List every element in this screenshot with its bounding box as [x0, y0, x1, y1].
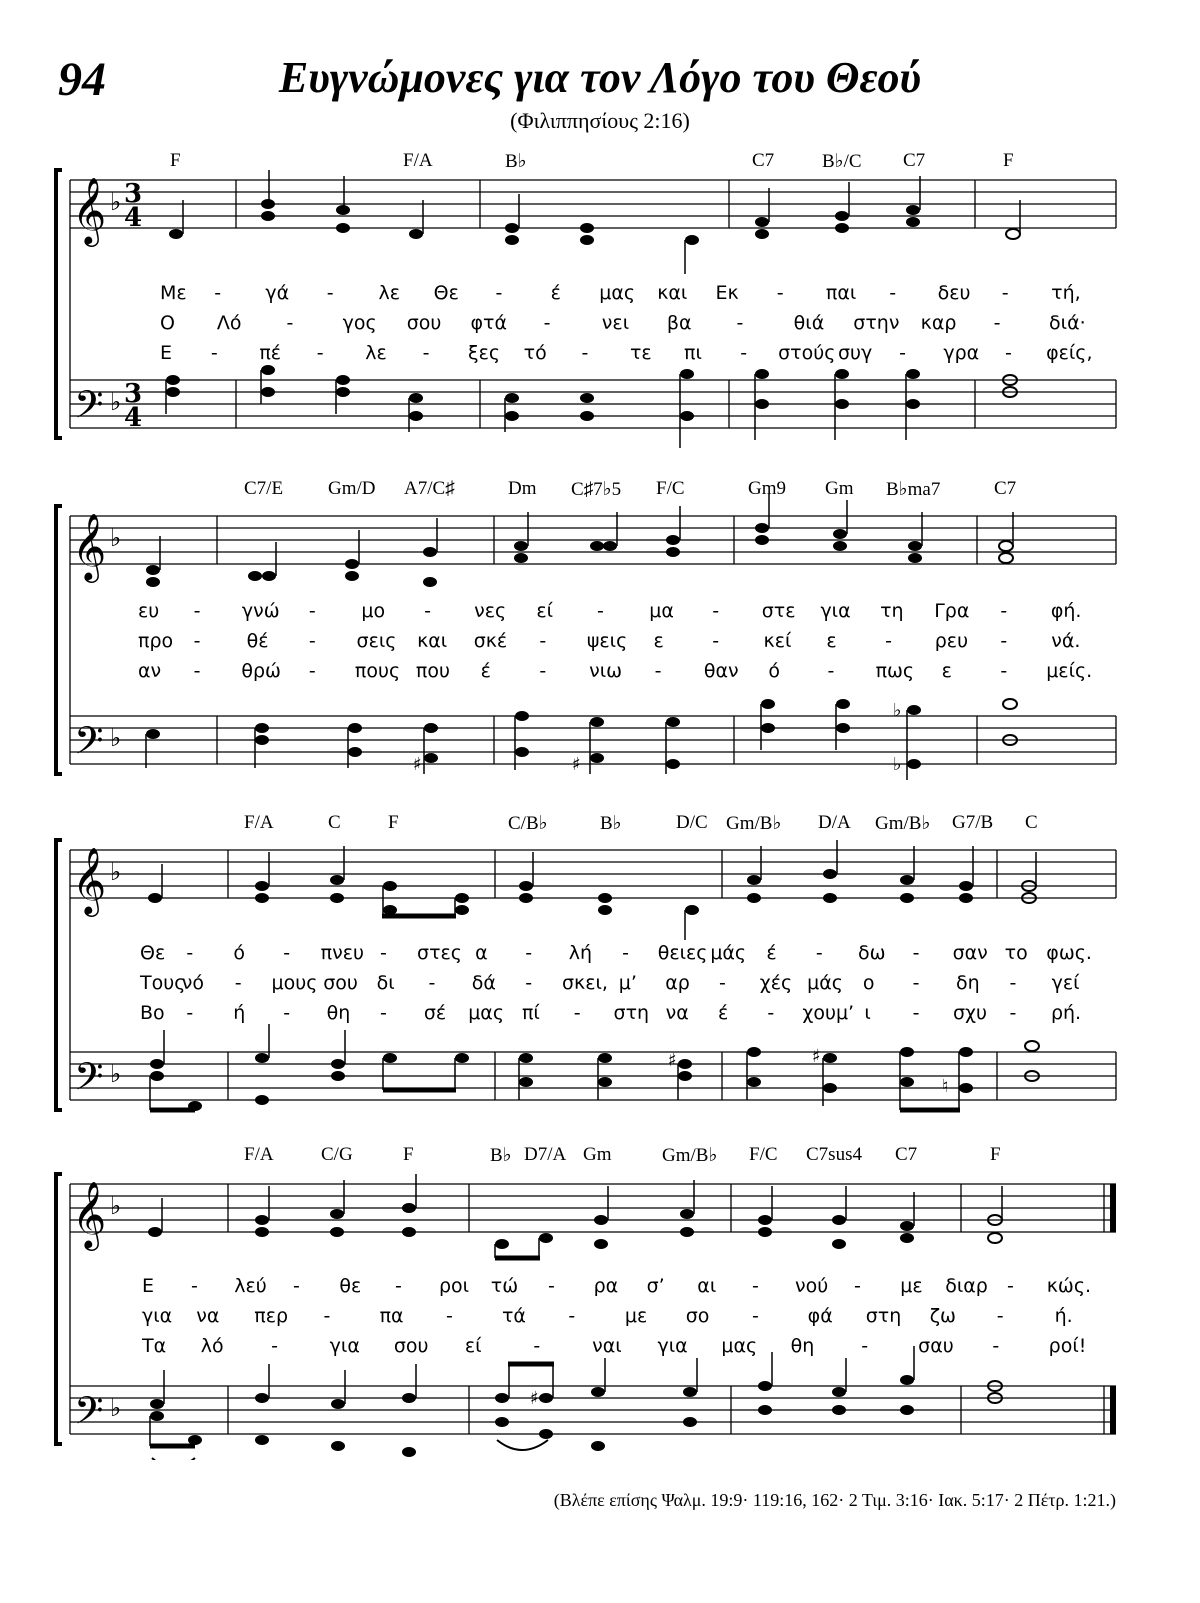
lyric-syllable: ζω [929, 1305, 956, 1327]
lyric-syllable: - [214, 282, 222, 304]
lyric-syllable: τά [501, 1305, 526, 1327]
lyric-syllable: ι [864, 1002, 871, 1024]
lyric-syllable: να [665, 1002, 689, 1024]
lyric-syllable: ξες [468, 342, 501, 364]
lyric-syllable: σκέ [473, 630, 508, 652]
lyric-syllable: - [912, 972, 920, 994]
chord: F [170, 150, 181, 171]
lyric-syllable: Βο [140, 1002, 165, 1024]
lyric-syllable: καρ [920, 312, 957, 334]
lyric-syllable: θρώ [241, 660, 281, 682]
svg-text:♮: ♮ [942, 1076, 949, 1097]
lyric-syllable: ροί! [1048, 1335, 1087, 1357]
lyric-syllable: πως [875, 660, 915, 682]
lyric-syllable: - [186, 1002, 194, 1024]
lyric-syllable: - [543, 312, 551, 334]
lyric-syllable: δά [471, 972, 496, 994]
lyric-syllable: ε [653, 630, 664, 652]
lyric-syllable: - [736, 312, 744, 334]
lyric-syllable: μους [271, 972, 318, 994]
lyric-syllable: - [234, 972, 242, 994]
lyric-syllable: α [475, 942, 488, 964]
chord: C♯7♭5 [571, 479, 622, 500]
lyric-syllable: νιω [589, 660, 623, 682]
lyric-syllable: - [622, 942, 630, 964]
chord: F/C [749, 1144, 778, 1165]
svg-text:♯: ♯ [668, 1050, 677, 1071]
lyric-syllable: τή, [1051, 282, 1081, 304]
lyric-syllable: σου [393, 1335, 429, 1357]
lyric-syllable: αι [697, 1275, 717, 1297]
svg-text:3: 3 [124, 179, 143, 209]
lyric-syllable: - [193, 660, 201, 682]
chord: C7 [994, 478, 1017, 499]
lyric-syllable: μας [721, 1335, 758, 1357]
lyric-syllable: θη [790, 1335, 815, 1357]
lyric-syllable: πνευ [320, 942, 365, 964]
chord: F/C [656, 478, 685, 499]
lyric-syllable: - [899, 342, 906, 364]
lyric-syllable: παι [825, 282, 857, 304]
svg-text:♭: ♭ [110, 188, 122, 216]
lyric-syllable: - [912, 1002, 920, 1024]
lyric-syllable: φή. [1050, 600, 1082, 622]
lyric-syllable: - [853, 1275, 861, 1297]
chord: B♭ [505, 151, 527, 172]
lyric-syllable: - [308, 600, 316, 622]
lyric-syllable: μάς [807, 972, 843, 994]
svg-text:𝄢: 𝄢 [74, 718, 104, 772]
song-number: 94 [58, 53, 106, 106]
lyric-syllable: - [1004, 342, 1012, 364]
lyric-syllable: ψεις [586, 630, 628, 652]
svg-text:♯: ♯ [572, 754, 581, 775]
svg-text:♭: ♭ [110, 524, 122, 552]
lyric-syllable: λε [365, 342, 387, 364]
lyric-syllable: τώ [490, 1275, 519, 1297]
lyric-syllable: νες [474, 600, 507, 622]
lyric-syllable: Γρα [934, 600, 970, 622]
lyric-syllable: - [654, 660, 662, 682]
lyric-syllable: - [547, 1275, 555, 1297]
lyric-syllable: σεις [356, 630, 397, 652]
lyric-syllable: Τους [140, 972, 186, 994]
lyric-syllable: - [445, 1305, 453, 1327]
lyric-syllable: συγ [837, 342, 873, 364]
lyric-syllable: γά [265, 282, 290, 304]
lyric-syllable: πί [521, 1002, 540, 1024]
lyric-syllable: φά [807, 1305, 833, 1327]
lyric-syllable: τε [629, 342, 652, 364]
lyric-syllable: κώς. [1046, 1275, 1092, 1297]
lyric-syllable: βα [666, 312, 692, 334]
lyric-syllable: - [1009, 972, 1017, 994]
lyric-syllable: - [573, 1002, 581, 1024]
lyric-syllable: - [271, 1335, 278, 1357]
lyric-syllable: λε [378, 282, 401, 304]
music-staff-system [0, 1140, 1200, 1460]
lyric-syllable: νού [795, 1275, 829, 1297]
lyric-syllable: πέ [259, 342, 282, 364]
lyric-syllable: με [900, 1275, 923, 1297]
lyric-syllable: Θε [433, 282, 459, 304]
lyric-syllable: ή [233, 1002, 246, 1024]
lyric-syllable: - [193, 630, 201, 652]
lyric-syllable: - [308, 630, 316, 652]
lyric-syllable: Θε [140, 942, 166, 964]
chord: C7/E [244, 478, 284, 499]
lyric-syllable: - [422, 342, 430, 364]
lyric-syllable: - [1000, 660, 1008, 682]
lyric-syllable: Ε [142, 1275, 155, 1297]
lyric-syllable: έ [550, 282, 561, 304]
lyric-syllable: - [495, 282, 503, 304]
lyric-syllable: σχυ [952, 1002, 987, 1024]
lyric-syllable: δευ [937, 282, 971, 304]
lyric-syllable: - [776, 282, 784, 304]
chord: Gm [583, 1144, 612, 1165]
svg-text:𝄞: 𝄞 [72, 512, 107, 580]
lyric-syllable: για [657, 1335, 688, 1357]
lyric-syllable: - [186, 942, 194, 964]
svg-text:𝄞: 𝄞 [72, 1180, 107, 1248]
svg-text:𝄢: 𝄢 [74, 1054, 104, 1108]
lyric-syllable: - [428, 972, 436, 994]
chord: B♭ma7 [886, 479, 941, 500]
lyric-syllable: γος [342, 312, 377, 334]
lyric-syllable: εί [464, 1335, 482, 1357]
lyric-syllable: φως. [1046, 942, 1092, 964]
lyric-syllable: - [533, 1335, 541, 1357]
lyric-syllable: θειες [657, 942, 708, 964]
chord: F [403, 1144, 414, 1165]
chord: B♭/C [822, 151, 862, 172]
lyric-syllable: ρα [593, 1275, 619, 1297]
lyric-syllable: Με [160, 282, 187, 304]
lyric-syllable: εί [536, 600, 554, 622]
chord: B♭ [600, 813, 622, 834]
lyric-syllable: στην [853, 312, 900, 334]
lyric-syllable: θέ [246, 630, 269, 652]
lyric-syllable: στούς [778, 342, 836, 364]
lyric-syllable: χές [759, 972, 793, 994]
lyric-syllable: σου [323, 972, 358, 994]
svg-text:♭: ♭ [110, 1060, 122, 1088]
lyric-syllable: - [996, 1305, 1004, 1327]
music-staff-system [0, 470, 1200, 780]
lyric-syllable: - [193, 600, 201, 622]
lyric-syllable: - [308, 660, 316, 682]
lyric-syllable: Εκ [715, 282, 739, 304]
lyric-syllable: - [424, 600, 431, 622]
lyric-syllable: νει [601, 312, 630, 334]
chord: Gm/B♭ [875, 813, 931, 834]
svg-text:4: 4 [124, 403, 143, 433]
chord: Gm/D [328, 478, 376, 499]
chord: F/A [244, 812, 274, 833]
lyric-syllable: - [539, 660, 547, 682]
lyric-syllable: δη [956, 972, 980, 994]
chord: Dm [508, 478, 537, 499]
lyric-syllable: - [1006, 1275, 1014, 1297]
lyric-syllable: - [751, 1275, 759, 1297]
lyric-syllable: ευ [138, 600, 160, 622]
lyric-syllable: - [1000, 600, 1008, 622]
svg-text:♭: ♭ [110, 724, 122, 752]
lyric-syllable: - [767, 1002, 775, 1024]
lyric-syllable: Τα [142, 1335, 167, 1357]
lyric-syllable: - [525, 972, 533, 994]
lyric-syllable: πα [379, 1305, 404, 1327]
lyric-syllable: - [283, 1002, 291, 1024]
chord: G7/B [952, 812, 994, 833]
lyric-syllable: Ε [160, 342, 173, 364]
lyric-syllable: σκει, [561, 972, 608, 994]
svg-text:𝄞: 𝄞 [72, 176, 107, 244]
lyric-syllable: - [827, 660, 835, 682]
lyric-syllable: ε [826, 630, 837, 652]
lyric-syllable: - [190, 1275, 198, 1297]
lyric-syllable: σαν [952, 942, 988, 964]
lyric-syllable: ε [941, 660, 952, 682]
svg-text:♯: ♯ [530, 1388, 539, 1409]
lyric-syllable: ό [233, 942, 245, 964]
chord: C [1025, 812, 1038, 833]
lyric-syllable: - [316, 342, 324, 364]
lyric-syllable: - [1001, 282, 1009, 304]
lyric-syllable: ναι [592, 1335, 622, 1357]
svg-text:♯: ♯ [812, 1046, 821, 1067]
lyric-syllable: περ [254, 1305, 289, 1327]
lyric-syllable: - [380, 942, 387, 964]
lyric-syllable: σαυ [918, 1335, 954, 1357]
lyric-syllable: - [1000, 630, 1008, 652]
lyric-syllable: θιά [793, 312, 825, 334]
lyric-syllable: - [712, 600, 720, 622]
lyric-syllable: τη [880, 600, 904, 622]
song-title: Ευγνώμονες για τον Λόγο του Θεού [278, 53, 922, 102]
svg-text:♭: ♭ [110, 1192, 122, 1220]
lyric-syllable: ο [862, 972, 875, 994]
chord: D7/A [524, 1144, 567, 1165]
lyric-syllable: - [596, 600, 604, 622]
lyric-syllable: - [568, 1305, 576, 1327]
lyric-syllable: - [323, 1305, 331, 1327]
lyric-syllable: λεύ [234, 1275, 267, 1297]
chord: C/B♭ [508, 813, 548, 834]
svg-text:4: 4 [124, 203, 143, 233]
chord: Gm/B♭ [726, 813, 782, 834]
lyric-syllable: έ [480, 660, 491, 682]
lyric-syllable: πι [684, 342, 702, 364]
chord: F [1003, 150, 1014, 171]
lyric-syllable: θαν [703, 660, 739, 682]
chord: C/G [321, 1144, 353, 1165]
lyric-syllable: - [992, 1335, 1000, 1357]
lyric-syllable: ρή. [1050, 1002, 1082, 1024]
lyric-syllable: μας [599, 282, 636, 304]
lyric-syllable: ή. [1054, 1305, 1073, 1327]
lyric-syllable: - [581, 342, 589, 364]
lyric-syllable: - [815, 942, 823, 964]
lyric-syllable: και [417, 630, 448, 652]
chord: F/A [244, 1144, 274, 1165]
lyric-syllable: φτά [470, 312, 507, 334]
lyric-syllable: που [415, 660, 450, 682]
lyric-syllable: γνώ [241, 600, 280, 622]
svg-text:𝄞: 𝄞 [72, 846, 107, 914]
lyric-syllable: - [885, 630, 892, 652]
chord: C7 [903, 150, 926, 171]
lyric-syllable: μείς. [1046, 660, 1093, 682]
lyric-syllable: κεί [763, 630, 792, 652]
lyric-syllable: - [861, 1335, 869, 1357]
lyric-syllable: στη [865, 1305, 902, 1327]
lyric-syllable: για [329, 1335, 360, 1357]
lyric-syllable: διαρ [945, 1275, 988, 1297]
svg-text:𝄢: 𝄢 [74, 382, 104, 436]
lyric-syllable: και [657, 282, 688, 304]
svg-text:♭: ♭ [893, 754, 902, 775]
chord: F/A [403, 150, 433, 171]
lyric-syllable: έ [717, 1002, 729, 1024]
chord: C [328, 812, 341, 833]
chord: C7 [895, 1144, 918, 1165]
lyric-syllable: για [820, 600, 851, 622]
lyric-syllable: - [993, 312, 1001, 334]
svg-text:𝄢: 𝄢 [74, 1388, 104, 1442]
lyric-syllable: - [283, 942, 291, 964]
lyric-syllable: ροι [438, 1275, 470, 1297]
lyric-syllable: φείς, [1046, 342, 1093, 364]
chord: Gm [825, 478, 854, 499]
lyric-syllable: μας [468, 1002, 504, 1024]
chord: Gm9 [748, 478, 786, 499]
lyric-syllable: μ’ [618, 972, 637, 994]
lyric-syllable: - [912, 942, 920, 964]
lyric-syllable: προ [138, 630, 174, 652]
lyric-syllable: σέ [423, 1002, 447, 1024]
lyric-syllable: νά. [1051, 630, 1081, 652]
chord: A7/C♯ [404, 478, 455, 499]
chord: D/C [676, 812, 708, 833]
lyric-syllable: μάς [710, 942, 747, 964]
lyric-syllable: σου [406, 312, 442, 334]
lyric-syllable: - [718, 972, 726, 994]
lyric-syllable: στη [613, 1002, 650, 1024]
lyric-syllable: στε [761, 600, 796, 622]
svg-text:♭: ♭ [893, 700, 902, 721]
svg-text:♯: ♯ [413, 754, 422, 775]
lyric-syllable: - [292, 1275, 300, 1297]
lyric-syllable: σ’ [646, 1275, 665, 1297]
lyric-syllable: έ [766, 942, 777, 964]
svg-text:♭: ♭ [110, 858, 122, 886]
lyric-syllable: γεί [1051, 972, 1080, 994]
lyric-syllable: τό [523, 342, 547, 364]
lyric-syllable: Λό [216, 312, 242, 334]
lyric-syllable: δω [858, 942, 886, 964]
lyric-syllable: δι [376, 972, 395, 994]
lyric-syllable: νό [181, 972, 204, 994]
lyric-syllable: διά· [1049, 312, 1086, 334]
lyric-syllable: γρα [943, 342, 980, 364]
lyric-syllable: - [539, 630, 547, 652]
lyric-syllable: λό [200, 1335, 224, 1357]
svg-text:♭: ♭ [110, 1394, 122, 1422]
lyric-syllable: ρευ [934, 630, 969, 652]
lyric-syllable: θε [339, 1275, 362, 1297]
lyric-syllable: - [712, 630, 720, 652]
lyric-syllable: αρ [665, 972, 690, 994]
lyric-syllable: - [1009, 1002, 1017, 1024]
lyric-syllable: μα [649, 600, 674, 622]
scripture-reference: (Φιλιππησίους 2:16) [510, 108, 690, 133]
lyric-syllable: σο [685, 1305, 710, 1327]
lyric-syllable: ό [768, 660, 781, 682]
chord: C7sus4 [806, 1144, 862, 1165]
lyric-syllable: Ο [160, 312, 175, 334]
lyric-syllable: - [210, 342, 218, 364]
lyric-syllable: λή [568, 942, 593, 964]
lyric-syllable: - [889, 282, 897, 304]
lyric-syllable: χουμ’ [802, 1002, 855, 1024]
lyric-syllable: με [624, 1305, 648, 1327]
chord: B♭ [490, 1145, 512, 1166]
lyric-syllable: μο [361, 600, 386, 622]
lyric-syllable: - [740, 342, 748, 364]
lyric-syllable: πους [354, 660, 401, 682]
lyric-syllable: - [326, 282, 334, 304]
chord: C7 [752, 150, 775, 171]
lyric-syllable: - [394, 1275, 402, 1297]
lyric-syllable: - [751, 1305, 759, 1327]
lyric-syllable: - [525, 942, 533, 964]
lyric-syllable: θη [326, 1002, 351, 1024]
lyric-syllable: για [142, 1305, 173, 1327]
chord: Gm/B♭ [662, 1145, 718, 1166]
chord: F [388, 812, 399, 833]
related-scriptures: (Βλέπε επίσης Ψαλμ. 19:9· 119:16, 162· 2 Τιμ. 3:16· Ιακ. 5:17· 2 Πέτρ. 1:21.) [553, 1490, 1116, 1510]
svg-text:3: 3 [124, 379, 143, 409]
lyric-syllable: αν [138, 660, 162, 682]
lyric-syllable: - [380, 1002, 387, 1024]
chord: F [990, 1144, 1001, 1165]
lyric-syllable: να [196, 1305, 220, 1327]
svg-text:♭: ♭ [110, 388, 122, 416]
lyric-syllable: στες [417, 942, 462, 964]
chord: D/A [818, 812, 851, 833]
lyric-syllable: - [286, 312, 294, 334]
lyric-syllable: το [1004, 942, 1028, 964]
